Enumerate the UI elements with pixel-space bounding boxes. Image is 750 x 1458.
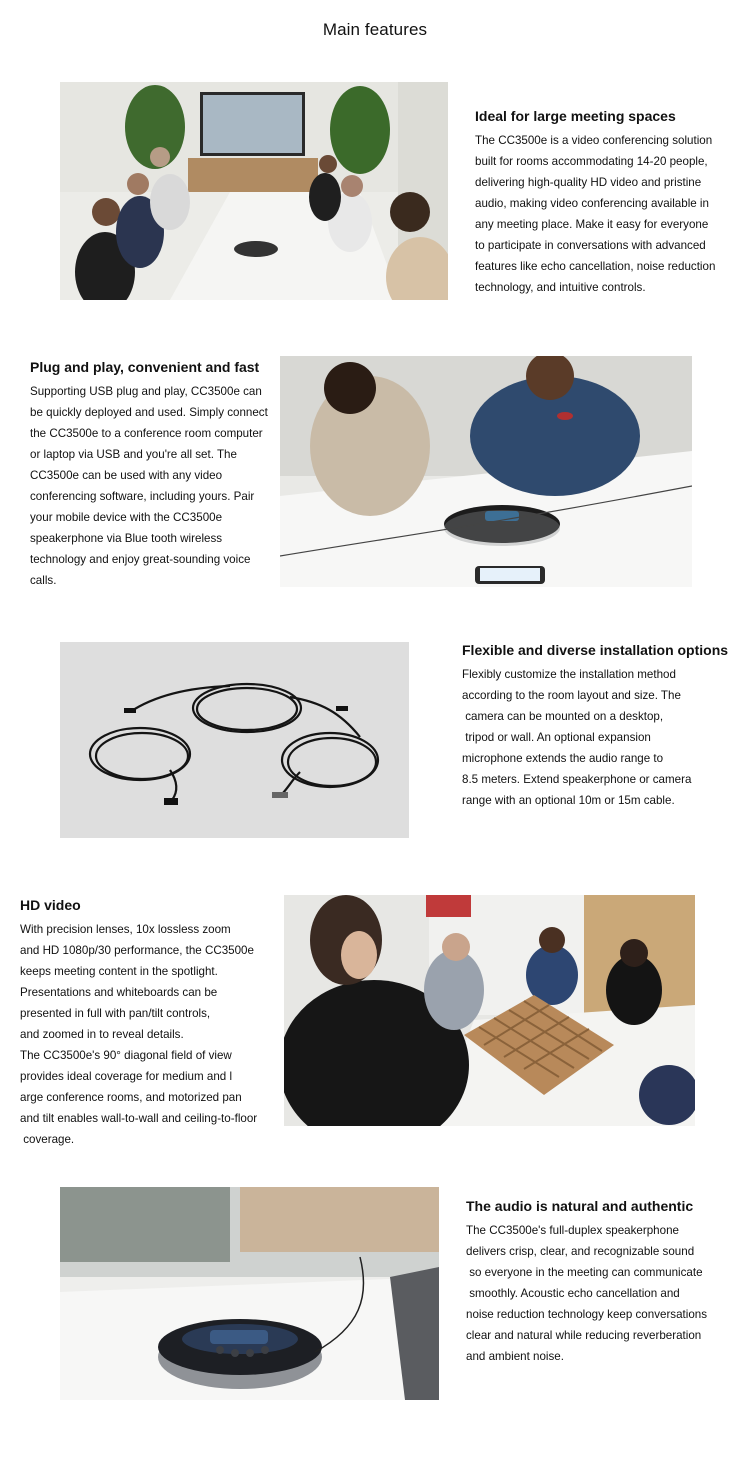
feature-heading: The audio is natural and authentic (466, 1198, 694, 1214)
feature-heading: Plug and play, convenient and fast (30, 359, 260, 375)
feature-large-meeting (475, 107, 740, 298)
feature-hd-video (20, 896, 282, 1150)
feature-text-line: The CC3500e's full-duplex speakerphone (466, 1224, 679, 1237)
feature-text-line: coverage. (20, 1133, 75, 1146)
feature-text-line: presented in full with pan/tilt controls, (20, 1007, 211, 1020)
feature-text-line: and HD 1080p/30 performance, the CC3500e (20, 944, 254, 957)
feature-installation-options (462, 641, 742, 811)
feature-text-line: and ambient noise. (466, 1350, 564, 1363)
page-title: Main features (322, 20, 428, 39)
feature-text-line: CC3500e can be used with any video (30, 469, 223, 482)
feature-text-line: Flexibly customize the installation method (462, 668, 676, 681)
feature-text-line: or laptop via USB and you're all set. The (30, 448, 237, 461)
feature-text-line: provides ideal coverage for medium and l (20, 1070, 233, 1083)
feature-text-line: tripod or wall. An optional expansion (462, 731, 651, 744)
feature-text-line: arge conference rooms, and motorized pan (20, 1091, 242, 1104)
feature-text-line: according to the room layout and size. The (462, 689, 681, 702)
feature-text-line: technology, and intuitive controls. (475, 281, 646, 294)
feature-text-line: and tilt enables wall-to-wall and ceiling-to-floor (20, 1112, 258, 1125)
feature-natural-audio (466, 1197, 744, 1367)
feature-text-line: your mobile device with the CC3500e (30, 511, 223, 524)
feature-text-line: and zoomed in to reveal details. (20, 1028, 184, 1041)
feature-text-line: audio, making video conferencing available in (475, 197, 709, 210)
feature-text-line: built for rooms accommodating 14-20 people, (475, 155, 708, 168)
feature-text-line: clear and natural while reducing reverberation (466, 1329, 702, 1342)
feature-heading: Flexible and diverse installation options (462, 642, 729, 658)
feature-text-line: noise reduction technology keep conversations (466, 1308, 708, 1321)
feature-text-line: any meeting place. Make it easy for everyone (475, 218, 709, 231)
extension-cables-photo (60, 642, 409, 838)
speakerphone-table-photo (280, 356, 692, 587)
feature-text-line: speakerphone via Blue tooth wireless (30, 532, 223, 545)
feature-text-line: delivers crisp, clear, and recognizable sound (466, 1245, 695, 1258)
feature-text-line: microphone extends the audio range to (462, 752, 664, 765)
feature-heading: HD video (20, 897, 81, 913)
feature-text-line: features like echo cancellation, noise reduction (475, 260, 716, 273)
feature-heading: Ideal for large meeting spaces (475, 108, 676, 124)
feature-text-line: technology and enjoy great-sounding voice (30, 553, 251, 566)
feature-text-line: 8.5 meters. Extend speakerphone or camera (462, 773, 692, 786)
feature-text-line: so everyone in the meeting can communicate (466, 1266, 703, 1279)
feature-text-line: delivering high-quality HD video and pristine (475, 176, 702, 189)
feature-text-line: conferencing software, including yours. Pair (30, 490, 255, 503)
feature-text-line: Supporting USB plug and play, CC3500e can (30, 385, 262, 398)
feature-text-line: the CC3500e to a conference room computer (30, 427, 263, 440)
feature-text-line: With precision lenses, 10x lossless zoom (20, 923, 231, 936)
feature-text-line: The CC3500e is a video conferencing solution (475, 134, 713, 147)
presentation-model-photo (284, 895, 695, 1126)
feature-plug-and-play (30, 358, 285, 591)
feature-text-line: to participate in conversations with advanced (475, 239, 706, 252)
feature-text-line: range with an optional 10m or 15m cable. (462, 794, 675, 807)
feature-text-line: calls. (30, 574, 57, 587)
feature-text-line: be quickly deployed and used. Simply connect (30, 406, 268, 419)
feature-text-line: camera can be mounted on a desktop, (462, 710, 664, 723)
speakerphone-closeup-photo (60, 1187, 439, 1400)
meeting-room-photo (60, 82, 448, 300)
feature-text-line: smoothly. Acoustic echo cancellation and (466, 1287, 680, 1300)
feature-text-line: keeps meeting content in the spotlight. (20, 965, 218, 978)
feature-text-line: The CC3500e's 90° diagonal field of view (20, 1049, 232, 1062)
feature-text-line: Presentations and whiteboards can be (20, 986, 218, 999)
